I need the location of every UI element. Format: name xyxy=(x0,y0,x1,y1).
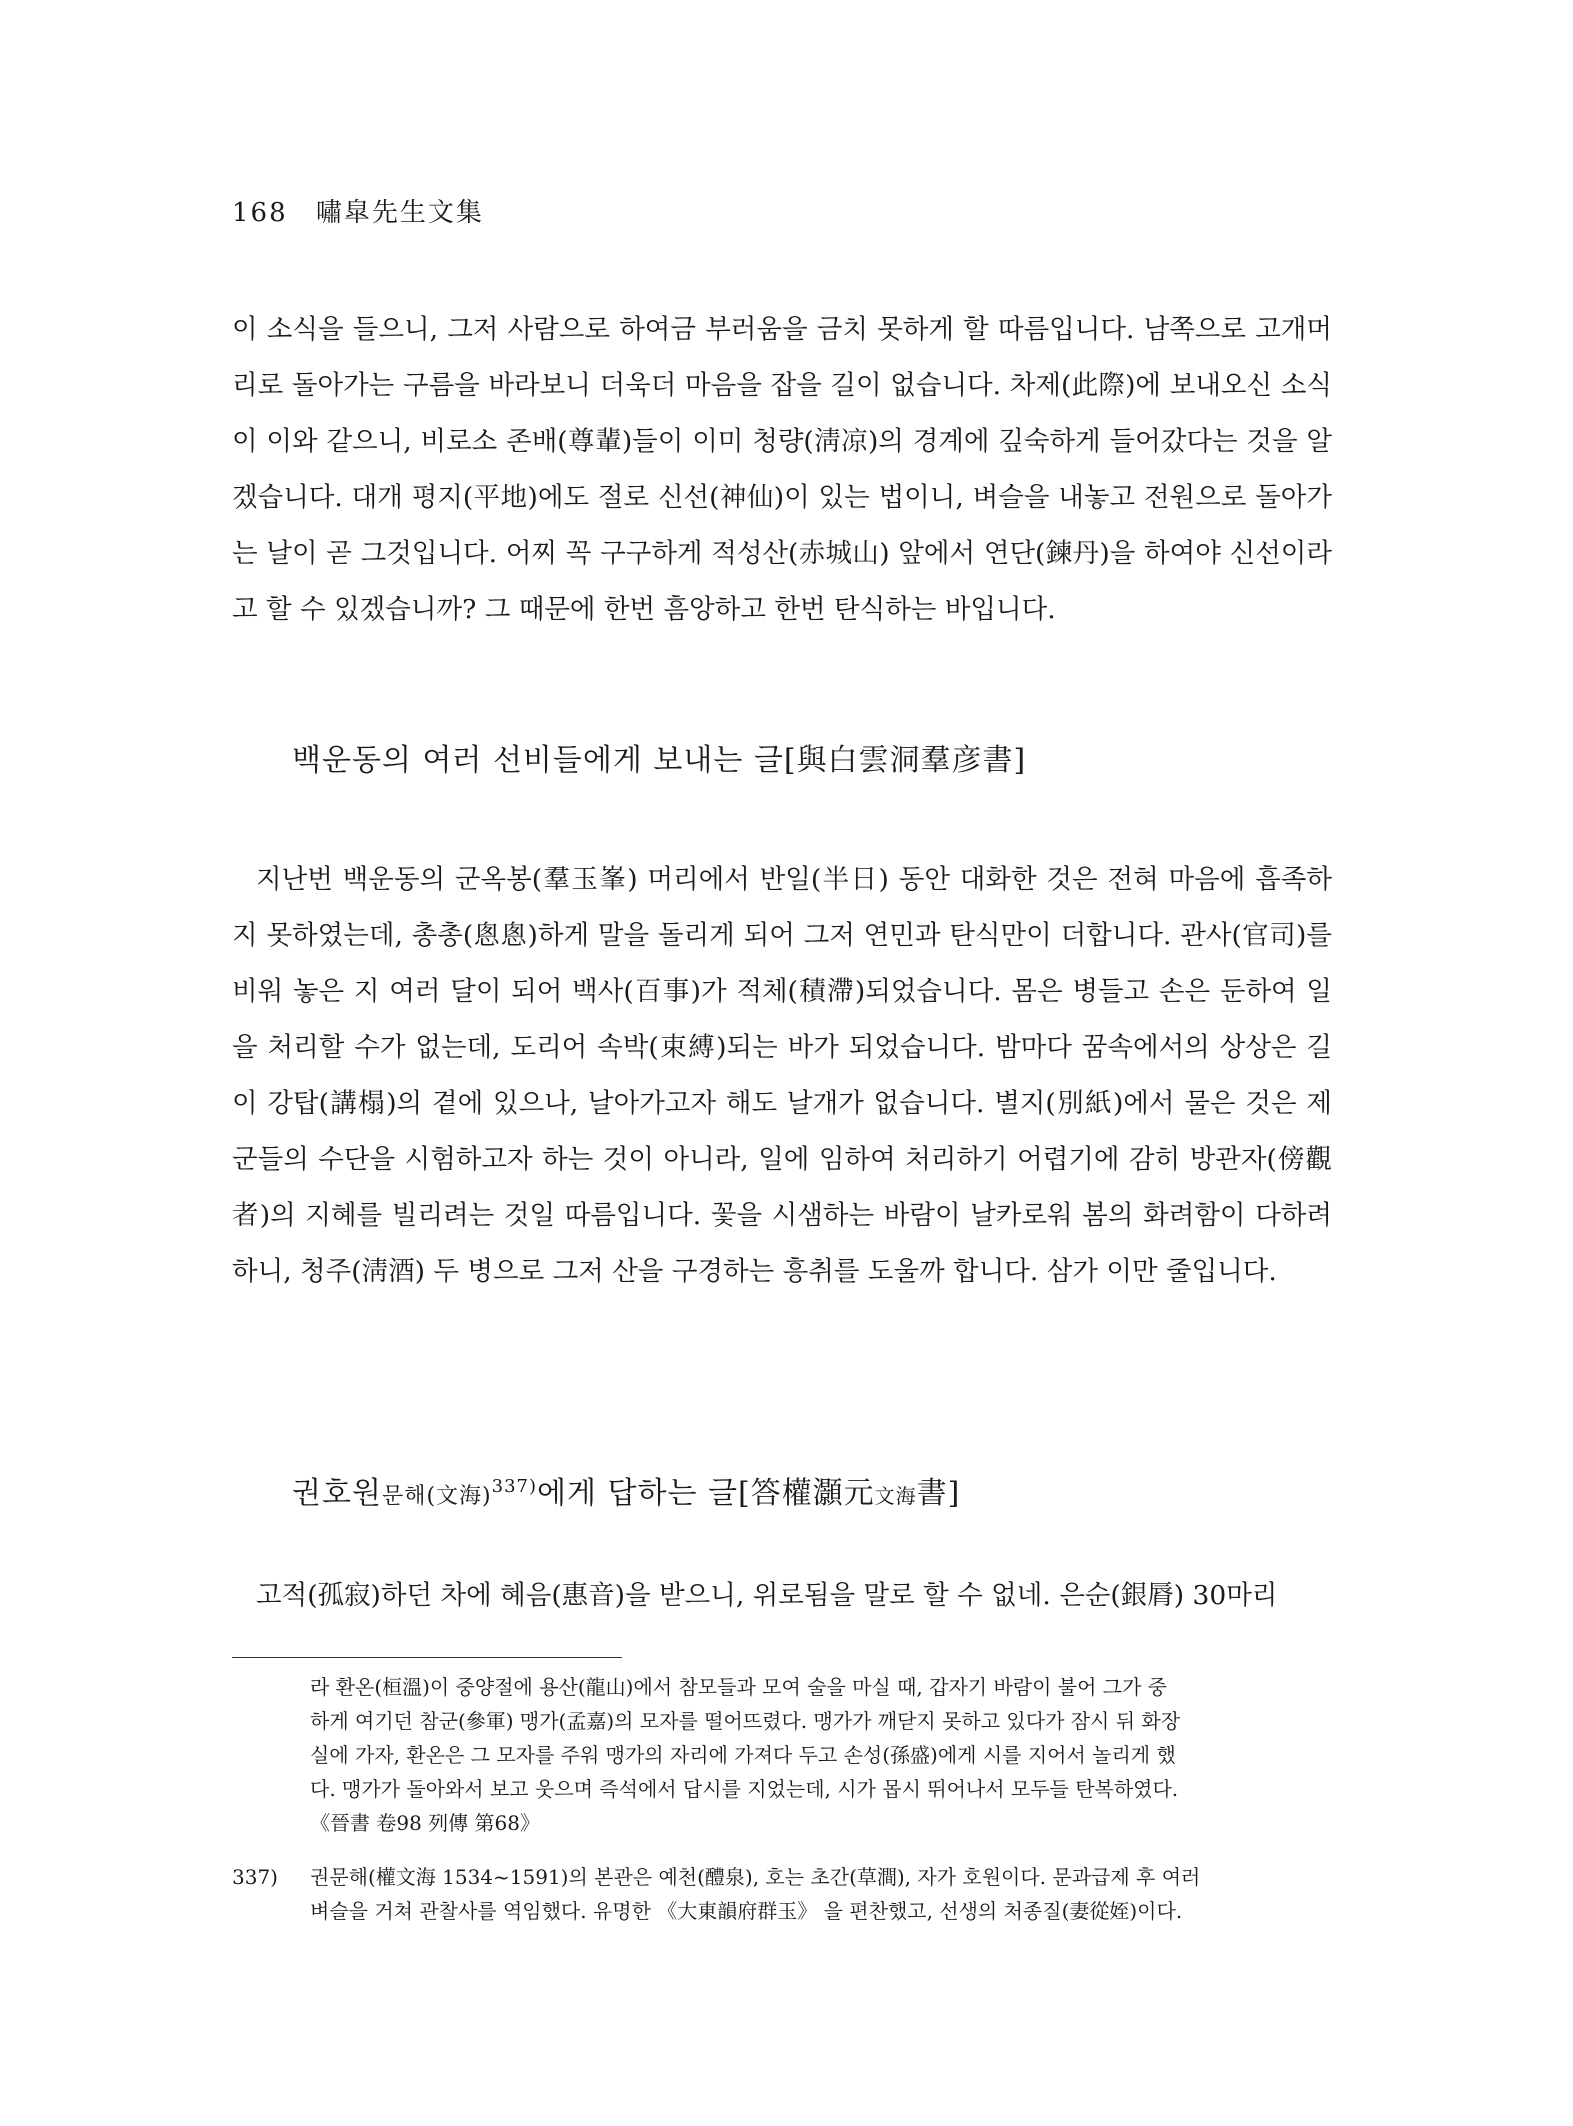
section-title-baekundong: 백운동의 여러 선비들에게 보내는 글[與白雲洞羣彦書] xyxy=(292,743,1027,778)
footnote-line: 권문해(權文海 1534~1591)의 본관은 예천(醴泉), 호는 초간(草澗), 자가 호원이다. 문과급제 후 여러 xyxy=(310,1865,1201,1889)
title-small-annotation: 文海 xyxy=(874,1484,917,1508)
title-name-annotation: 문해(文海) xyxy=(381,1484,492,1509)
title-main: 권호원 xyxy=(292,1476,382,1511)
page-number: 168 xyxy=(232,198,288,228)
footnote-divider xyxy=(232,1657,622,1658)
footnote-line: 하게 여기던 참군(參軍) 맹가(孟嘉)의 모자를 떨어뜨렸다. 맹가가 깨닫지 못하고 있다가 잠시 뒤 화장 xyxy=(310,1709,1181,1733)
title-rest: 에게 답하는 글[答權灝元 xyxy=(537,1476,875,1511)
footnote-line: 라 환온(桓溫)이 중양절에 용산(龍山)에서 참모들과 모여 술을 마실 때, 갑자기 바람이 불어 그가 중 xyxy=(310,1675,1168,1699)
footnote-337 xyxy=(232,1860,1332,1928)
title-end: 書] xyxy=(916,1476,961,1511)
body-paragraph-1: 이 소식을 들으니, 그저 사람으로 하여금 부러움을 금치 못하게 할 따름입니다. 남쪽으로 고개머리로 돌아가는 구름을 바라보니 더욱더 마음을 잡을 길이 없습니다. 차제(此際)에 보내오신 소식이 이와 같으니, 비로소 존배(尊輩)들이 이미 청량(淸凉)의 경계에 깊숙하게 들어갔다는 것을 알겠습니다. 대개 평지(平地)에도 절로 신선(神仙)이 있는 법이니, 벼슬을 내놓고 전원으로 돌아가는 날이 곧 그것입니다. 어찌 꼭 구구하게 적성산(赤城山) 앞에서 연단(鍊丹)을 하여야 신선이라고 할 수 있겠습니까? 그 때문에 한번 흠앙하고 한번 탄식하는 바입니다. xyxy=(232,314,1332,625)
running-header xyxy=(232,192,484,229)
footnote-continued xyxy=(310,1670,1330,1840)
footnote-line: 벼슬을 거쳐 관찰사를 역임했다. 유명한 《大東韻府群玉》 을 편찬했고, 선생의 처종질(妻從姪)이다. xyxy=(310,1899,1183,1923)
book-title: 嘯皐先生文集 xyxy=(315,198,484,228)
footnote-line: 실에 가자, 환온은 그 모자를 주워 맹가의 자리에 가져다 두고 손성(孫盛)에게 시를 지어서 놀리게 했 xyxy=(310,1743,1176,1767)
section-body-baekundong: 지난번 백운동의 군옥봉(羣玉峯) 머리에서 반일(半日) 동안 대화한 것은 전혀 마음에 흡족하지 못하였는데, 총총(悤悤)하게 말을 돌리게 되어 그저 연민과 탄식만이 더합니다. 관사(官司)를 비워 놓은 지 여러 달이 되어 백사(百事)가 적체(積滯)되었습니다. 몸은 병들고 손은 둔하여 일을 처리할 수가 없는데, 도리어 속박(束縛)되는 바가 되었습니다. 밤마다 꿈속에서의 상상은 길이 강탑(講榻)의 곁에 있으나, 날아가고자 해도 날개가 없습니다. 별지(別紙)에서 물은 것은 제군들의 수단을 시험하고자 하는 것이 아니라, 일에 임하여 처리하기 어렵기에 감히 방관자(傍觀者)의 지혜를 빌리려는 것일 따름입니다. 꽃을 시샘하는 바람이 날카로워 봄의 화려함이 다하려 하니, 청주(淸酒) 두 병으로 그저 산을 구경하는 흥취를 도울까 합니다. 삼가 이만 줄입니다. xyxy=(232,864,1332,1287)
footnote-number: 337) xyxy=(232,1865,278,1889)
section-title-kwon-howon xyxy=(292,1468,960,1512)
footnote-line: 다. 맹가가 돌아와서 보고 웃으며 즉석에서 답시를 지었는데, 시가 몹시 뛰어나서 모두들 탄복하였다. xyxy=(310,1777,1179,1801)
footnote-source: 《晉書 卷98 列傳 第68》 xyxy=(310,1811,540,1835)
footnote-ref-337: 337) xyxy=(491,1476,538,1497)
section-body-kwon-howon: 고적(孤寂)하던 차에 혜음(惠音)을 받으니, 위로됨을 말로 할 수 없네. 은순(銀脣) 30마리 xyxy=(256,1580,1278,1611)
